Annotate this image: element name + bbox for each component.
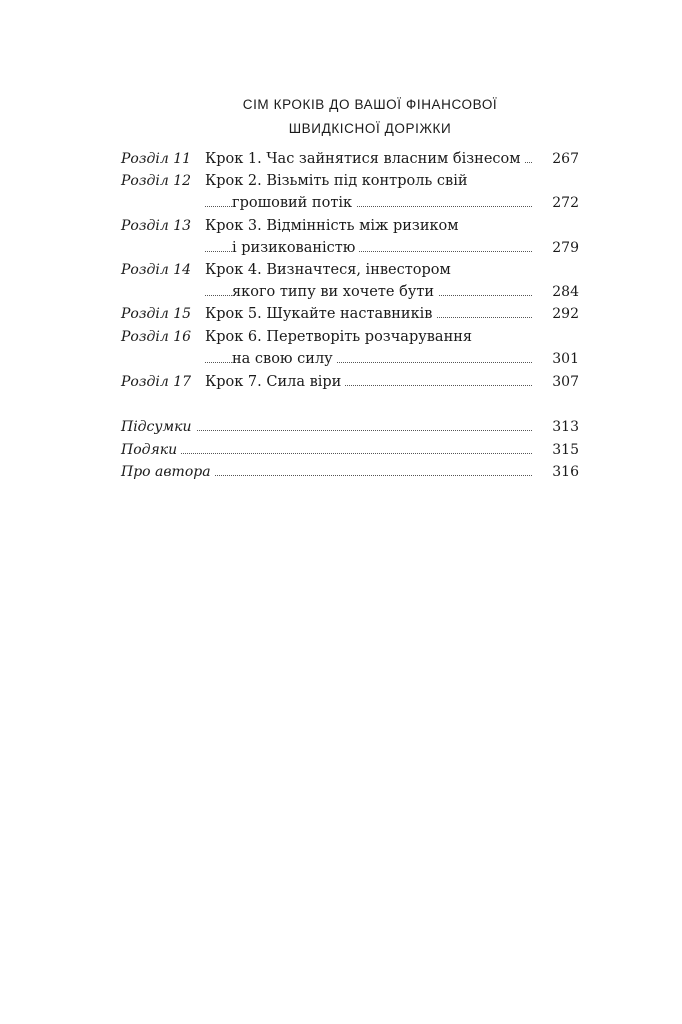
toc-entry-chapter-17[interactable] [0, 371, 682, 393]
page-number: 279 [552, 240, 579, 256]
toc-entry-chapter-16[interactable] [0, 326, 682, 348]
entry-title-continued: грошовий потік [232, 192, 356, 214]
part-title-line-2: ШВИДКІСНОЇ ДОРІЖКИ [288, 121, 452, 136]
page-number: 313 [552, 419, 579, 435]
chapter-label: Розділ 15 [121, 306, 192, 322]
entry-title: Крок 3. Відмінність між ризиком [205, 215, 463, 237]
entry-title: Крок 5. Шукайте наставників [205, 303, 436, 325]
toc-entry-chapter-14-cont[interactable] [0, 281, 682, 303]
page-number: 316 [552, 464, 579, 480]
chapter-label: Розділ 14 [121, 262, 192, 278]
entry-title: Підсумки [121, 416, 196, 438]
entry-title: Про автора [121, 461, 215, 483]
entry-title: Подяки [121, 439, 181, 461]
chapter-label: Розділ 17 [121, 374, 192, 390]
chapter-label: Розділ 16 [121, 329, 192, 345]
page-number: 284 [552, 284, 579, 300]
toc-entry-chapter-13[interactable] [0, 215, 682, 237]
entry-title: Крок 7. Сила віри [205, 371, 345, 393]
entry-title-continued: якого типу ви хочете бути [232, 281, 438, 303]
toc-entry-chapter-12-cont[interactable] [0, 192, 682, 214]
toc-entry-chapter-12[interactable] [0, 170, 682, 192]
page-number: 315 [552, 442, 579, 458]
toc-entry-summary[interactable] [0, 416, 682, 438]
chapter-label: Розділ 11 [121, 151, 192, 167]
toc-entry-chapter-13-cont[interactable] [0, 237, 682, 259]
entry-title-continued: на свою силу [232, 348, 337, 370]
part-title [120, 93, 620, 141]
entry-title: Крок 6. Перетворіть розчарування [205, 326, 476, 348]
entry-title: Крок 1. Час зайнятися власним бізнесом [205, 148, 525, 170]
toc-entry-acknowledgements[interactable] [0, 439, 682, 461]
page-number: 307 [552, 374, 579, 390]
toc-entry-chapter-15[interactable] [0, 303, 682, 325]
page-number: 301 [552, 351, 579, 367]
chapter-label: Розділ 12 [121, 173, 192, 189]
toc-entry-chapter-16-cont[interactable] [0, 348, 682, 370]
part-title-line-1: СІМ КРОКІВ ДО ВАШОЇ ФІНАНСОВОЇ [242, 97, 498, 112]
toc-entry-chapter-14[interactable] [0, 259, 682, 281]
page-number: 267 [552, 151, 579, 167]
dot-leader [121, 453, 532, 454]
entry-title: Крок 4. Визначтеся, інвестором [205, 259, 455, 281]
entry-title: Крок 2. Візьміть під контроль свій [205, 170, 472, 192]
page-number: 292 [552, 306, 579, 322]
chapter-label: Розділ 13 [121, 218, 192, 234]
toc-entry-chapter-11[interactable] [0, 148, 682, 170]
entry-title-continued: і ризикованістю [232, 237, 359, 259]
page-number: 272 [552, 195, 579, 211]
toc-entry-about-author[interactable] [0, 461, 682, 483]
